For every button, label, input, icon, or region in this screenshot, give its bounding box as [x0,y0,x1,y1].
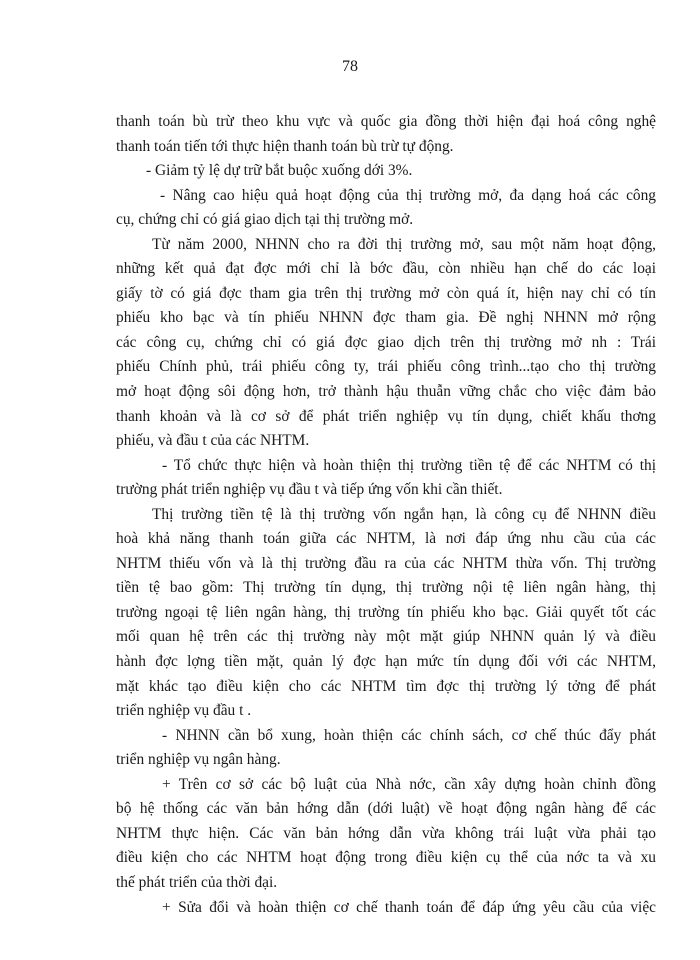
text-line: điều kiện cho các NHTM hoạt động trong điều kiện cụ thể của nớc ta và xu [116,849,656,867]
paragraph [116,773,656,896]
text-line: NHTM thực hiện. Các văn bản hớng dẫn vừa không trái luật vừa phải tạo [116,824,656,842]
text-line: bộ hệ thống các văn bản hớng dẫn (dới luật) về hoạt động ngân hàng để các [116,800,656,818]
paragraph [116,184,656,233]
text-line: triển nghiệp vụ đầu t . [116,702,252,720]
paragraph [116,110,656,159]
text-line: phiếu kho bạc và tín phiếu NHNN đợc tham gia. Đề nghị NHNN mở rộng [116,309,656,327]
paragraph [116,896,656,921]
text-line: hoà khả năng thanh toán giữa các NHTM, là nơi đáp ứng nhu cầu của các [116,530,656,548]
text-line: trường ngoại tệ liên ngân hàng, thị trường tín phiếu kho bạc. Giải quyết tốt các [116,603,656,621]
text-line: giấy tờ có giá đợc tham gia trên thị trường mở còn quá ít, hiện nay chỉ có tín [116,284,656,302]
body-text [116,110,656,920]
text-line: những kết quả đạt đợc mới chỉ là bớc đầu, còn nhiều hạn chế do các loại [116,260,656,278]
text-line: NHTM thiếu vốn và là thị trường đầu ra của các NHTM thừa vốn. Thị trường [116,554,656,572]
text-line: thanh toán bù trừ theo khu vực và quốc gia đồng thời hiện đại hoá công nghệ [116,113,656,130]
text-line: + Trên cơ sở các bộ luật của Nhà nớc, cần xây dựng hoàn chỉnh đồng [162,775,656,793]
text-line: Từ năm 2000, NHNN cho ra đời thị trường mở, sau một năm hoạt động, [152,235,656,253]
text-line: - Giảm tỷ lệ dự trữ bắt buộc xuống dới 3%. [146,162,413,180]
text-line: - Nâng cao hiệu quả hoạt động của thị trường mở, đa dạng hoá các công [160,186,656,204]
text-line: Thị trường tiền tệ là thị trường vốn ngắn hạn, là công cụ để NHNN điều [152,505,656,523]
text-line: - NHNN cần bổ xung, hoàn thiện các chính sách, cơ chế thúc đẩy phát [162,726,656,744]
text-line: triển nghiệp vụ ngân hàng. [116,751,281,769]
text-line: trường phát triển nghiệp vụ đầu t và tiếp ứng vốn khi cần thiết. [116,481,503,499]
paragraph [116,159,656,184]
text-line: cụ, chứng chỉ có giá giao dịch tại thị trường mở. [116,211,414,229]
page-number: 78 [342,58,358,75]
text-line: - Tổ chức thực hiện và hoàn thiện thị trường tiền tệ để các NHTM có thị [162,456,656,474]
text-line: thanh khoản và là cơ sở để phát triển nghiệp vụ tín dụng, chiết khấu thơng [116,407,656,425]
text-line: phiếu Chính phủ, trái phiếu công ty, trái phiếu công trình...tạo cho thị trường [116,358,656,376]
text-line: tiền tệ bao gồm: Thị trường tín dụng, thị trường nội tệ liên ngân hàng, thị [116,579,656,597]
text-line: hành đợc lợng tiền mặt, quản lý đợc hạn mức tín dụng đối với các NHTM, [116,653,656,671]
text-line: mối quan hệ trên các thị trường này một mặt giúp NHNN quản lý và điều [116,628,656,646]
text-line: các công cụ, chứng chỉ có giá đợc giao dịch trên thị trường mở nh : Trái [116,333,656,351]
text-line: mặt khác tạo điều kiện cho các NHTM tìm đợc thị trường lý tởng để phát [116,677,656,695]
text-line: mở hoạt động sôi động hơn, trở thành hậu thuẫn vững chắc cho việc đảm bảo [116,383,656,401]
paragraph [116,503,656,724]
text-line: + Sửa đổi và hoàn thiện cơ chế thanh toán để đáp ứng yêu cầu của việc [162,898,656,916]
paragraph [116,724,656,773]
text-line: thế phát triển của thời đại. [116,873,278,891]
text-line: thanh toán tiến tới thực hiện thanh toán bù trừ tự động. [116,137,454,155]
paragraph [116,233,656,454]
paragraph [116,454,656,503]
text-line: phiếu, và đầu t của các NHTM. [116,432,310,450]
